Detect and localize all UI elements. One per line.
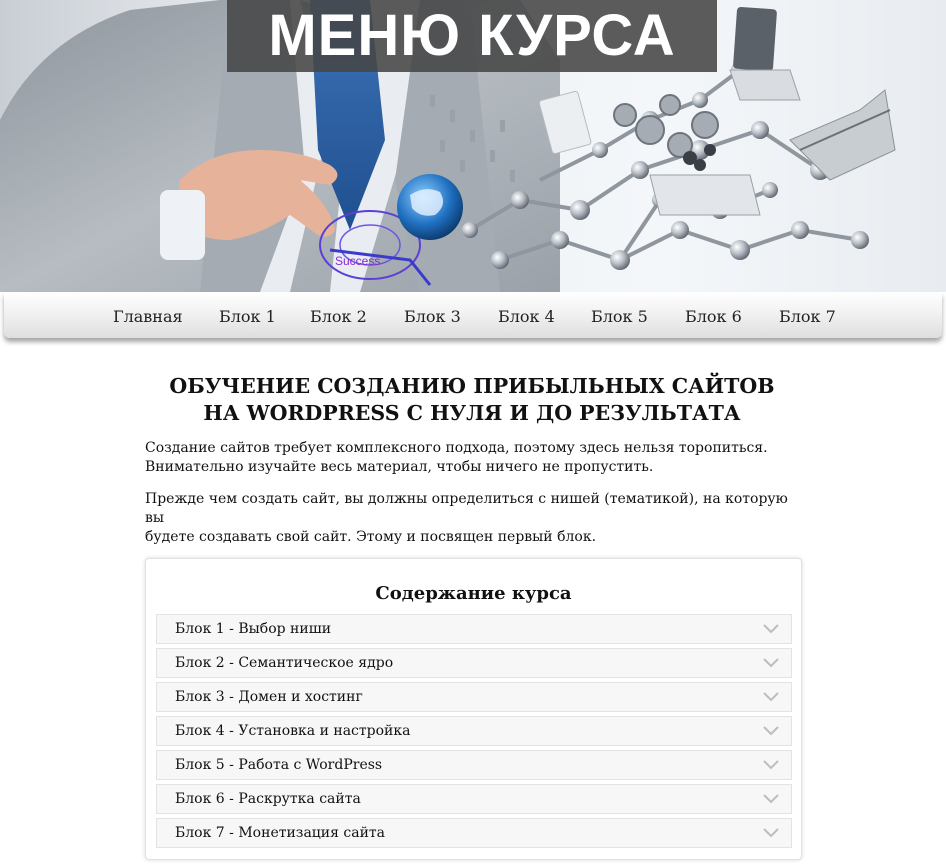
accordion-item-block-1[interactable] — [156, 614, 792, 644]
nav-item-block-4[interactable]: Блок 4 — [498, 307, 555, 326]
accordion-item-block-4[interactable] — [156, 716, 792, 746]
page-heading-line-2: НА WORDPRESS С НУЛЯ И ДО РЕЗУЛЬТАТА — [203, 401, 741, 425]
chevron-down-icon — [763, 657, 779, 669]
course-contents-panel — [145, 558, 802, 860]
page-heading — [144, 373, 800, 427]
accordion-item-label: Блок 2 - Семантическое ядро — [175, 655, 394, 671]
nav-item-block-1[interactable]: Блок 1 — [219, 307, 276, 326]
nav-item-block-2[interactable]: Блок 2 — [310, 307, 367, 326]
accordion-item-block-2[interactable] — [156, 648, 792, 678]
success-badge: Success — [335, 254, 381, 268]
nav-item-block-5[interactable]: Блок 5 — [591, 307, 648, 326]
intro-paragraph-1 — [145, 439, 805, 477]
chevron-down-icon — [763, 759, 779, 771]
accordion-item-label: Блок 4 - Установка и настройка — [175, 723, 411, 739]
main-nav — [4, 292, 942, 338]
nav-item-block-7[interactable]: Блок 7 — [779, 307, 836, 326]
banner-title-box — [227, 0, 717, 72]
chevron-down-icon — [763, 793, 779, 805]
accordion-item-label: Блок 5 - Работа с WordPress — [175, 757, 383, 773]
nav-item-block-6[interactable]: Блок 6 — [685, 307, 742, 326]
accordion-item-block-5[interactable] — [156, 750, 792, 780]
chevron-down-icon — [763, 725, 779, 737]
course-contents-title: Содержание курса — [375, 583, 572, 604]
intro-paragraph-2-line-1: Прежде чем создать сайт, вы должны определиться с нишей (тематикой), на которую вы — [145, 491, 788, 526]
banner-title: МЕНЮ КУРСА — [268, 3, 676, 68]
accordion-item-block-3[interactable] — [156, 682, 792, 712]
page-heading-line-1: ОБУЧЕНИЕ СОЗДАНИЮ ПРИБЫЛЬНЫХ САЙТОВ — [169, 374, 775, 398]
accordion-item-label: Блок 3 - Домен и хостинг — [175, 689, 363, 705]
accordion-item-label: Блок 1 - Выбор ниши — [175, 621, 332, 637]
chevron-down-icon — [763, 623, 779, 635]
nav-item-home[interactable]: Главная — [113, 307, 183, 326]
intro-paragraph-1-line-1: Создание сайтов требует комплексного подхода, поэтому здесь нельзя торопиться. — [145, 440, 768, 456]
chevron-down-icon — [763, 691, 779, 703]
accordion-item-label: Блок 6 - Раскрутка сайта — [175, 791, 361, 807]
accordion-item-label: Блок 7 - Монетизация сайта — [175, 825, 386, 841]
accordion-item-block-7[interactable] — [156, 818, 792, 848]
accordion-item-block-6[interactable] — [156, 784, 792, 814]
intro-paragraph-1-line-2: Внимательно изучайте весь материал, чтобы ничего не пропустить. — [145, 459, 654, 475]
intro-paragraph-2-line-2: будете создавать свой сайт. Этому и посвящен первый блок. — [145, 529, 597, 545]
hero-banner — [0, 0, 946, 292]
nav-item-block-3[interactable]: Блок 3 — [404, 307, 461, 326]
intro-paragraph-2 — [145, 490, 805, 547]
chevron-down-icon — [763, 827, 779, 839]
